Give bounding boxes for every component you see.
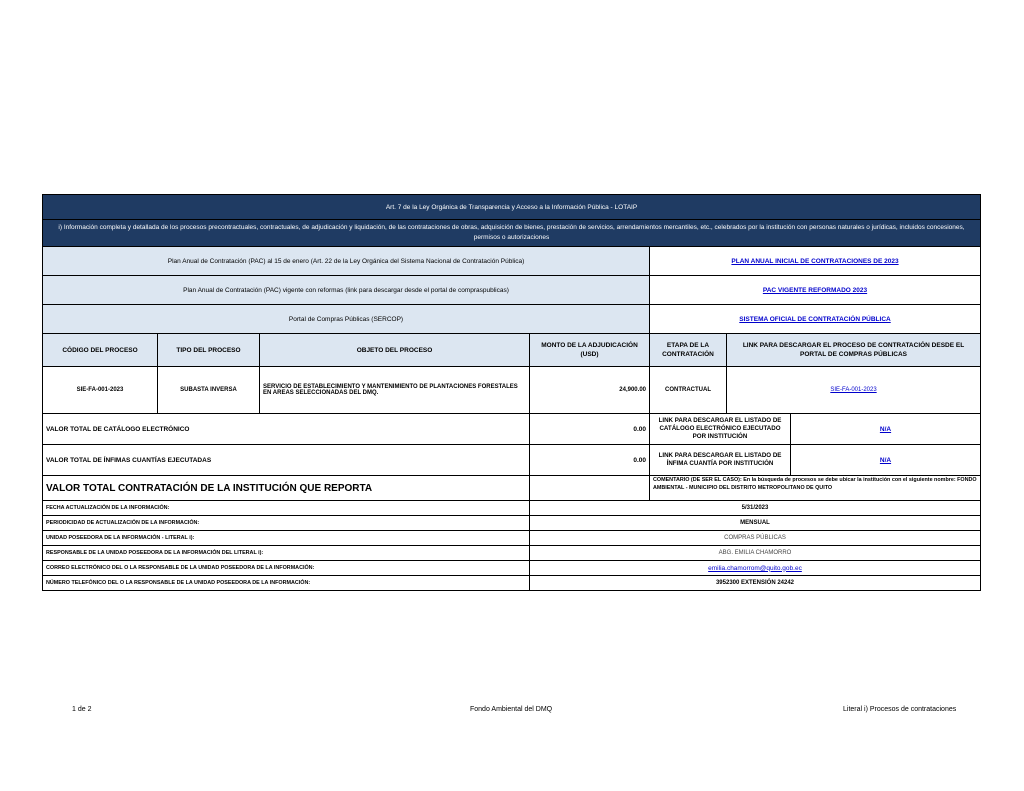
pac-initial-link[interactable]: PLAN ANUAL INICIAL DE CONTRATACIONES DE 2023 (731, 257, 899, 265)
meta-label-correo: CORREO ELECTRÓNICO DEL O LA RESPONSABLE DE LA UNIDAD POSEEDORA DE LA INFORMACIÓN: (43, 561, 530, 576)
column-header-monto: MONTO DE LA ADJUDICACIÓN (USD) (530, 334, 650, 367)
meta-value-unidad: COMPRAS PÚBLICAS (530, 531, 981, 546)
cell-monto: 24,900.00 (530, 367, 650, 414)
page-title: Art. 7 de la Ley Orgánica de Transparencia y Acceso a la Información Pública - LOTAIP (43, 195, 981, 220)
infimas-link-label: LINK PARA DESCARGAR EL LISTADO DE ÍNFIMA CUANTÍA POR INSTITUCIÓN (650, 445, 791, 476)
comment-text: COMENTARIO (DE SER EL CASO): En la búsqueda de procesos se debe ubicar la institución con el siguiente nombre: FONDO AMBIENTAL - MUNICIPIO DEL DISTRITO METROPOLITANO DE QUITO (650, 476, 981, 501)
total-infimas-label: VALOR TOTAL DE ÍNFIMAS CUANTÍAS EJECUTADAS (43, 445, 530, 476)
catalogo-link-label: LINK PARA DESCARGAR EL LISTADO DE CATÁLOGO ELECTRÓNICO EJECUTADO POR INSTITUCIÓN (650, 414, 791, 445)
pac-vigente-link[interactable]: PAC VIGENTE REFORMADO 2023 (762, 286, 868, 294)
total-catalogo-label: VALOR TOTAL DE CATÁLOGO ELECTRÓNICO (43, 414, 530, 445)
meta-label-unidad: UNIDAD POSEEDORA DE LA INFORMACIÓN - LITERAL i): (43, 531, 530, 546)
footer-page-number: 1 de 2 (72, 706, 92, 713)
cell-objeto: SERVICIO DE ESTABLECIMIENTO Y MANTENIMIENTO DE PLANTACIONES FORESTALES EN AREAS SELECCIONADAS DEL DMQ. (260, 367, 530, 414)
column-header-objeto: OBJETO DEL PROCESO (260, 334, 530, 367)
cell-codigo: SIE-FA-001-2023 (43, 367, 158, 414)
cell-etapa: CONTRACTUAL (650, 367, 727, 414)
total-catalogo-value: 0.00 (530, 414, 650, 445)
catalogo-link[interactable]: N/A (879, 425, 892, 433)
column-header-tipo: TIPO DEL PROCESO (158, 334, 260, 367)
pac-vigente-label: Plan Anual de Contratación (PAC) vigente con reformas (link para descargar desde el portal de compraspublicas) (43, 276, 650, 305)
column-header-etapa: ETAPA DE LA CONTRATACIÓN (650, 334, 727, 367)
cell-tipo: SUBASTA INVERSA (158, 367, 260, 414)
meta-label-telefono: NÚMERO TELEFÓNICO DEL O LA RESPONSABLE DE LA UNIDAD POSEEDORA DE LA INFORMACIÓN: (43, 576, 530, 591)
meta-label-periodicidad: PERIODICIDAD DE ACTUALIZACIÓN DE LA INFORMACIÓN: (43, 516, 530, 531)
meta-value-periodicidad: MENSUAL (530, 516, 981, 531)
total-contratacion-label: VALOR TOTAL CONTRATACIÓN DE LA INSTITUCIÓN QUE REPORTA (43, 476, 530, 501)
sercop-link[interactable]: SISTEMA OFICIAL DE CONTRATACIÓN PÚBLICA (739, 315, 891, 323)
section-description: i) Información completa y detallada de los procesos precontractuales, contractuales, de adjudicación y liquidación, de las contrataciones de obras, adquisición de bienes, prestación de servicios, arrendamientos mercantiles, etc., celebrados por la institución con personas naturales o jurídicas, incluidos concesiones, permisos o autorizaciones (43, 220, 981, 247)
lotaip-table (42, 194, 981, 591)
meta-label-fecha: FECHA ACTUALIZACIÓN DE LA INFORMACIÓN: (43, 501, 530, 516)
infimas-link[interactable]: N/A (879, 456, 892, 464)
meta-label-responsable: RESPONSABLE DE LA UNIDAD POSEEDORA DE LA INFORMACIÓN DEL LITERAL i): (43, 546, 530, 561)
meta-value-fecha: 5/31/2023 (530, 501, 981, 516)
column-header-codigo: CÓDIGO DEL PROCESO (43, 334, 158, 367)
column-header-link: LINK PARA DESCARGAR EL PROCESO DE CONTRATACIÓN DESDE EL PORTAL DE COMPRAS PÚBLICAS (727, 334, 981, 367)
footer-literal: Literal i) Procesos de contrataciones (843, 706, 957, 713)
meta-value-responsable: ABG. EMILIA CHAMORRO (530, 546, 981, 561)
sercop-label: Portal de Compras Públicas (SERCOP) (43, 305, 650, 334)
footer-institution: Fondo Ambiental del DMQ (470, 706, 553, 713)
email-link[interactable]: emilia.chamorrom@quito.gob.ec (708, 564, 802, 572)
meta-value-telefono: 3952300 EXTENSIÓN 24242 (530, 576, 981, 591)
total-contratacion-value (530, 476, 650, 501)
total-infimas-value: 0.00 (530, 445, 650, 476)
process-link[interactable]: SIE-FA-001-2023 (830, 387, 877, 393)
table-row (43, 367, 981, 414)
pac-initial-label: Plan Anual de Contratación (PAC) al 15 de enero (Art. 22 de la Ley Orgánica del Sistema Nacional de Contratación Pública) (43, 247, 650, 276)
